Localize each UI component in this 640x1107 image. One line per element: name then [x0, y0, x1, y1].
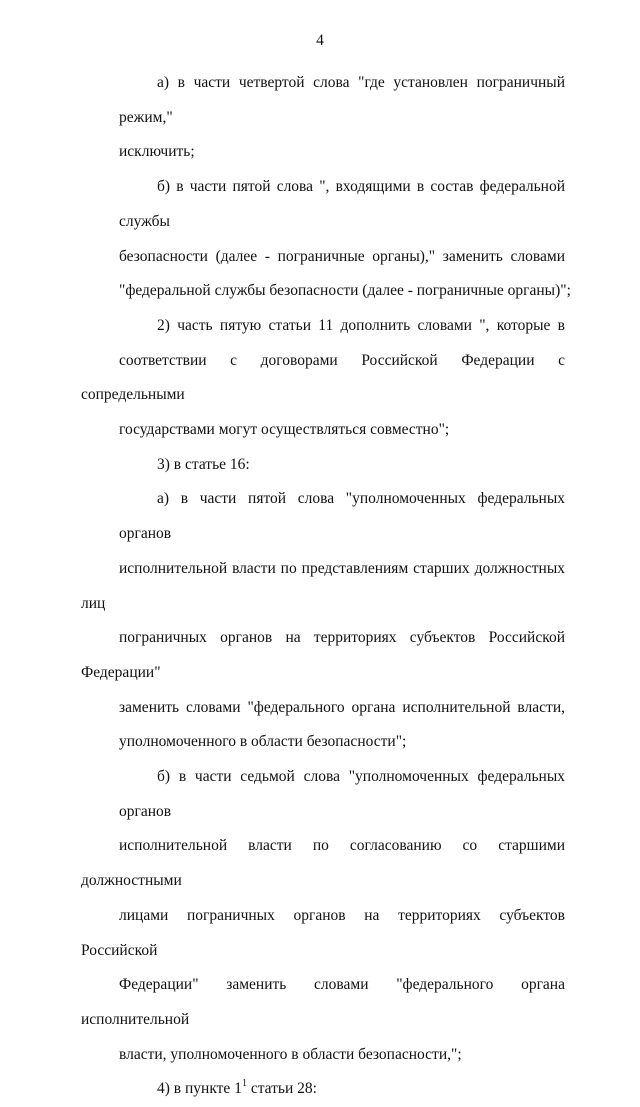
paragraph-7 — [81, 1072, 565, 1107]
text-line: безопасности (далее - пограничные органы)," заменить словами — [119, 247, 565, 265]
item-prefix: 4) в пункте 1 — [157, 1080, 242, 1098]
text-line: заменить словами "федерального органа исполнительной власти, — [119, 698, 565, 716]
text-line: исполнительной власти по согласованию со старшими должностными — [81, 837, 565, 890]
paragraph-6 — [81, 760, 565, 1072]
text-line — [81, 1072, 565, 1107]
text-line: б) в части пятой слова ", входящими в состав федеральной службы — [119, 178, 565, 230]
text-line: "федеральной службы безопасности (далее - пограничные органы)"; — [119, 282, 571, 300]
paragraph-4 — [81, 448, 565, 483]
text-line: исполнительной власти по представлениям старших должностных лиц — [81, 559, 565, 612]
text-line: исключить; — [119, 143, 195, 161]
text-line: 3) в статье 16: — [157, 455, 250, 473]
text-line: государствами могут осуществляться совместно"; — [119, 421, 450, 439]
text-line: лицами пограничных органов на территориях субъектов Российской — [81, 906, 565, 959]
text-line: б) в части седьмой слова "уполномоченных федеральных органов — [119, 768, 565, 820]
text-line: соответствии с договорами Российской Федерации с сопредельными — [81, 351, 565, 404]
superscript-index: 1 — [241, 1078, 247, 1090]
item-suffix: статьи 28: — [246, 1080, 317, 1098]
page-number: 4 — [316, 32, 324, 49]
text-line: а) в части четвертой слова "где установлен пограничный режим," — [119, 74, 565, 126]
text-line: Федерации" заменить словами "федерального органа исполнительной — [81, 976, 565, 1028]
paragraph-5 — [81, 482, 565, 760]
text-line: пограничных органов на территориях субъектов Российской Федерации" — [81, 629, 565, 681]
text-line: а) в части пятой слова "уполномоченных федеральных органов — [119, 490, 565, 543]
text-line: 2) часть пятую статьи 11 дополнить словами ", которые в — [157, 316, 565, 334]
document-body — [81, 66, 571, 1107]
paragraph-1 — [81, 66, 565, 170]
paragraph-2 — [81, 170, 571, 309]
text-line: уполномоченного в области безопасности"; — [119, 733, 407, 751]
paragraph-3 — [81, 309, 565, 448]
text-line: власти, уполномоченного в области безопасности,"; — [119, 1045, 462, 1063]
